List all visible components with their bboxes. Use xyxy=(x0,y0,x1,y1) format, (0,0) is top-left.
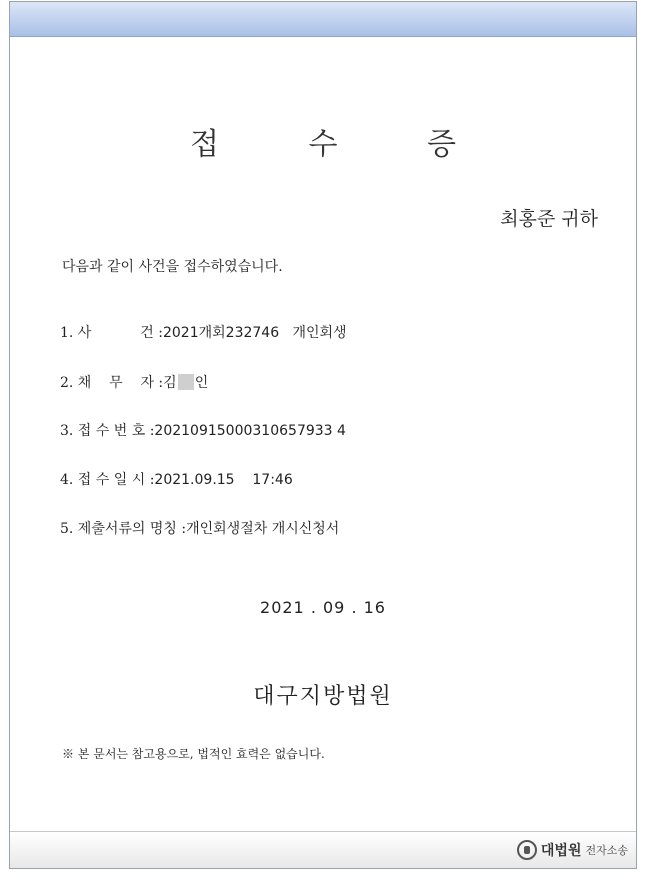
item-value-suffix: 인 xyxy=(194,375,209,391)
item-label: 3. 접 수 번 호 : xyxy=(60,423,155,439)
item-debtor xyxy=(60,372,208,392)
redaction-block xyxy=(178,374,194,390)
top-bar xyxy=(10,2,636,37)
item-receipt-number xyxy=(60,420,346,440)
item-label: 5. 제출서류의 명칭 : xyxy=(60,521,187,537)
court-name: 대구지방법원 xyxy=(253,684,393,709)
document-title: 접 수 증 xyxy=(189,127,496,162)
item-value: 개인회생절차 개시신청서 xyxy=(186,521,340,537)
logo-sub-text: 전자소송 xyxy=(585,844,628,857)
issue-date: 2021 . 09 . 16 xyxy=(260,598,386,617)
item-value: 2021개회232746 개인회생 xyxy=(162,325,347,341)
item-value-prefix: 김 xyxy=(163,375,177,391)
item-case xyxy=(60,322,347,342)
recipient: 최홍준 귀하 xyxy=(500,208,598,230)
item-value: 20210915000310657933 4 xyxy=(154,423,346,439)
item-label: 4. 접 수 일 시 : xyxy=(60,472,155,488)
bottom-bar xyxy=(10,831,636,868)
disclaimer-note: ※ 본 문서는 참고용으로, 법적인 효력은 없습니다. xyxy=(62,747,325,761)
item-receipt-datetime xyxy=(60,469,293,489)
court-emblem-icon xyxy=(517,840,537,860)
intro-text: 다음과 같이 사건을 접수하였습니다. xyxy=(62,259,283,275)
logo-main-text: 대법원 xyxy=(540,843,582,859)
supreme-court-logo xyxy=(517,840,628,860)
document-frame xyxy=(9,1,637,869)
item-label: 2. 채 무 자 : xyxy=(60,375,164,391)
item-value: 2021.09.15 17:46 xyxy=(154,472,293,488)
item-document-name xyxy=(60,518,339,538)
item-label: 1. 사 건 : xyxy=(60,325,163,341)
